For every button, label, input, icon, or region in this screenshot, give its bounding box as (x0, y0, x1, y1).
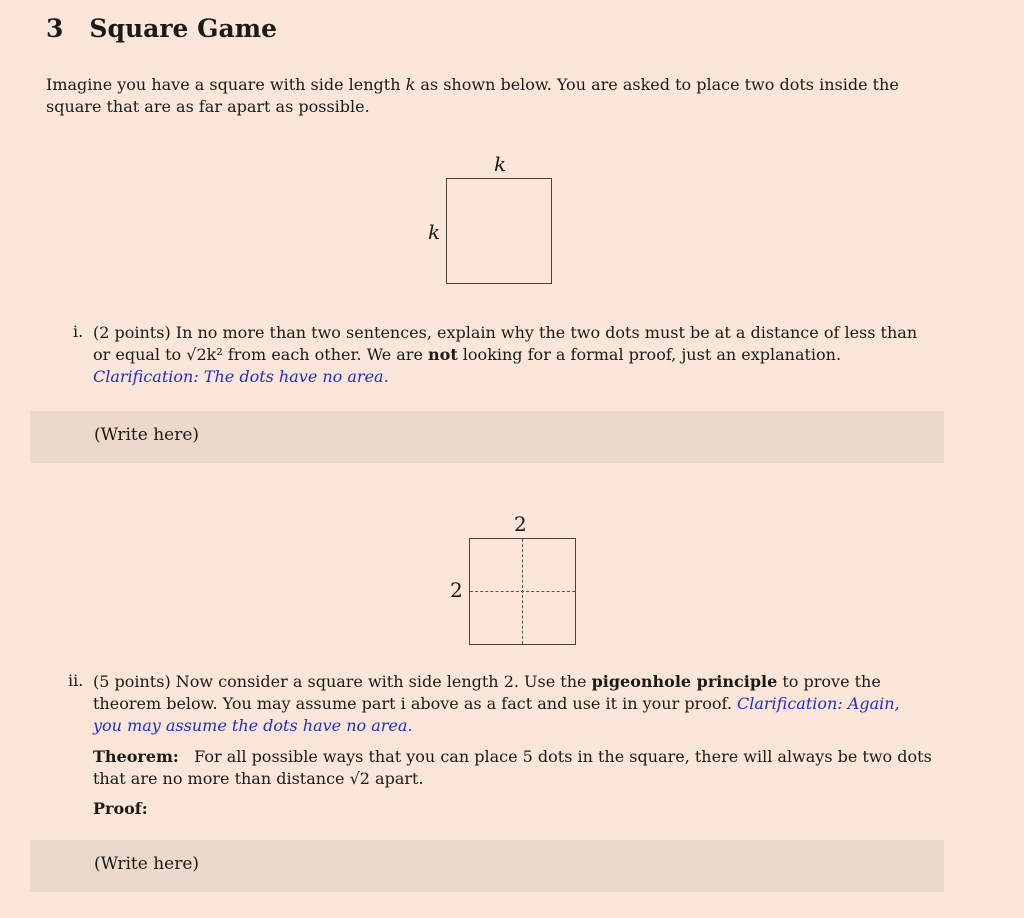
proof-label: Proof: (93, 799, 148, 818)
diagram2-top-label: 2 (514, 512, 527, 536)
diagram1-top-label: k (494, 152, 507, 176)
diagram1-left-label: k (428, 220, 441, 244)
part-i-marker: i. (73, 322, 84, 341)
section-heading (46, 14, 277, 43)
horizontal-dashed-divider (470, 591, 575, 592)
part-i-bold: not (428, 345, 458, 364)
part-i-text-c: looking for a formal proof, just an explanation. (457, 345, 842, 364)
intro-paragraph (46, 74, 946, 118)
part-i-text (93, 322, 933, 388)
theorem-label: Theorem: (93, 747, 179, 766)
answer-box-part-i[interactable] (30, 411, 944, 463)
diagram2-left-label: 2 (450, 578, 463, 602)
part-ii-bold: pigeonhole principle (591, 672, 778, 691)
answer-placeholder-2: (Write here) (94, 854, 200, 874)
part-i-text-a: (2 points) In no more than two sentences, explain why the two dots must be at a distance of less than or equal to (93, 323, 918, 364)
part-ii-text (93, 671, 933, 737)
answer-placeholder-1: (Write here) (94, 425, 200, 445)
section-title: Square Game (89, 14, 278, 43)
square-diagram-k (446, 178, 552, 284)
part-ii-text-b: to prove the theorem below. You may assume part i above as a fact and use it in your proof. (93, 672, 881, 713)
theorem-text: For all possible ways that you can place 5 dots in the square, there will always be two dots that are no more than distance √2 apart. (93, 747, 932, 788)
answer-box-part-ii[interactable] (30, 840, 944, 892)
part-ii-marker: ii. (68, 671, 84, 690)
intro-var: k (405, 75, 416, 94)
intro-text-before: Imagine you have a square with side length (46, 75, 406, 94)
intro-text-after: as shown below. You are asked to place two dots inside the square that are as far apart as possible. (46, 75, 899, 116)
part-ii-clarification: Clarification: Again, you may assume the dots have no area. (93, 694, 900, 735)
part-i-text-b: from each other. We are (222, 345, 429, 364)
section-number: 3 (46, 14, 64, 43)
part-ii-text-a: (5 points) Now consider a square with side length 2. Use the (93, 672, 592, 691)
part-i-math: √2k² (186, 345, 223, 364)
part-i-clarification: Clarification: The dots have no area. (93, 367, 389, 386)
theorem-block (93, 746, 933, 790)
square-diagram-2 (469, 538, 576, 645)
